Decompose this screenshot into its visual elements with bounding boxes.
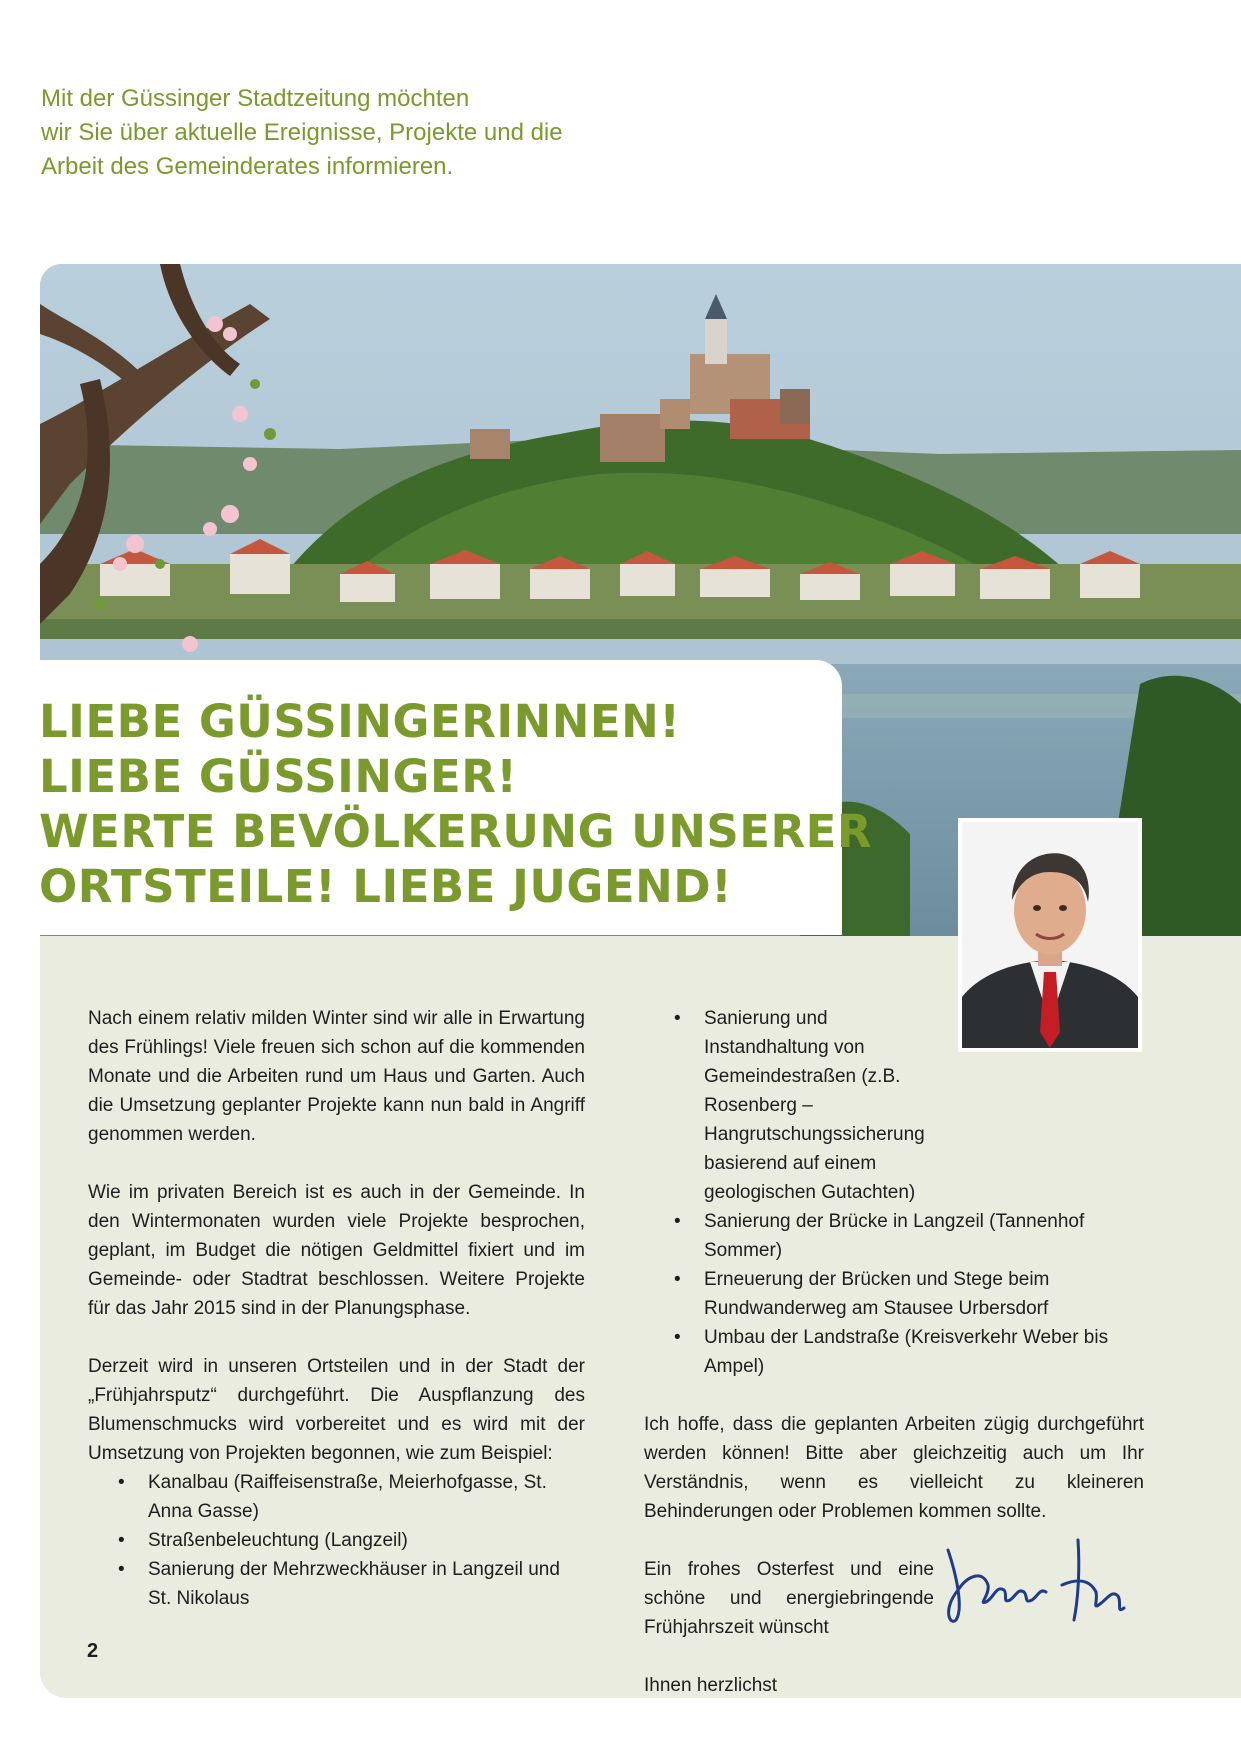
intro-line: wir Sie über aktuelle Ereignisse, Projekte und die — [41, 119, 563, 146]
list-item: • Umbau der Landstraße (Kreisverkehr Weber bis Ampel) — [644, 1323, 1144, 1381]
paragraph: Wie im privaten Bereich ist es auch in der Gemeinde. In den Wintermonaten wurden viele Projekte besprochen, geplant, im Budget die nötigen Geldmittel fixiert und im Gemeinde- oder Stadtrat beschlossen. Weitere Projekte für das Jahr 2015 sind in der Planungsphase. — [88, 1182, 585, 1319]
paragraph: Ich hoffe, dass die geplanten Arbeiten zügig durchgeführt werden können! Bitte aber gleichzeitig auch um Ihr Verständnis, wenn es vielleicht zu kleineren Behinderungen oder Problemen kommen sollte. — [644, 1414, 1144, 1522]
signature — [928, 1530, 1143, 1630]
intro-text — [41, 82, 681, 184]
list-item: • Erneuerung der Brücken und Stege beim Rundwanderweg am Stausee Urbersdorf — [644, 1265, 1144, 1323]
text-column-left — [88, 1004, 585, 1642]
list-item: • Straßenbeleuchtung (Langzeil) — [88, 1526, 585, 1555]
greeting-line: Ihnen herzlichst — [644, 1675, 778, 1696]
paragraph: Derzeit wird in unseren Ortsteilen und in der Stadt der „Frühjahrsputz“ durchgeführt. Die Auspflanzung des Blumenschmucks wird vorbereitet und es wird mit der Umsetzung von Projekten begonnen, wie zum Beispiel: — [88, 1356, 585, 1464]
list-item: • Sanierung der Mehrzweckhäuser in Langzeil und St. Nikolaus — [88, 1555, 585, 1613]
paragraph: Nach einem relativ milden Winter sind wir alle in Erwartung des Frühlings! Viele freuen sich schon auf die kommenden Monate und die Arbeiten rund um Haus und Garten. Auch die Umsetzung geplanter Projekte kann nun bald in Angriff genommen werden. — [88, 1008, 585, 1145]
list-item: • Kanalbau (Raiffeisenstraße, Meierhofgasse, St. Anna Gasse) — [88, 1468, 585, 1526]
headline — [39, 694, 873, 914]
headline-line: LIEBE GÜSSINGERINNEN! — [39, 695, 681, 748]
intro-line: Arbeit des Gemeinderates informieren. — [41, 153, 454, 180]
headline-line: LIEBE GÜSSINGER! — [39, 750, 518, 803]
project-list — [644, 1004, 1144, 1381]
list-item: • Sanierung der Brücke in Langzeil (Tannenhof Sommer) — [644, 1207, 1144, 1265]
project-list — [88, 1468, 585, 1613]
intro-line: Mit der Güssinger Stadtzeitung möchten — [41, 85, 470, 112]
list-item: • Sanierung und Instandhaltung von Gemeindestraßen (z.B. Rosenberg – Hangrutschungssicherung basierend auf einem geologischen Gutachten) — [644, 1004, 1144, 1207]
headline-line: WERTE BEVÖLKERUNG UNSERER — [39, 805, 873, 858]
headline-line: ORTSTEILE! LIEBE JUGEND! — [39, 860, 733, 913]
page-number: 2 — [87, 1640, 99, 1662]
greeting-line: Ein frohes Osterfest und eine schöne und energiebringende Frühjahrszeit wünscht — [644, 1559, 934, 1638]
